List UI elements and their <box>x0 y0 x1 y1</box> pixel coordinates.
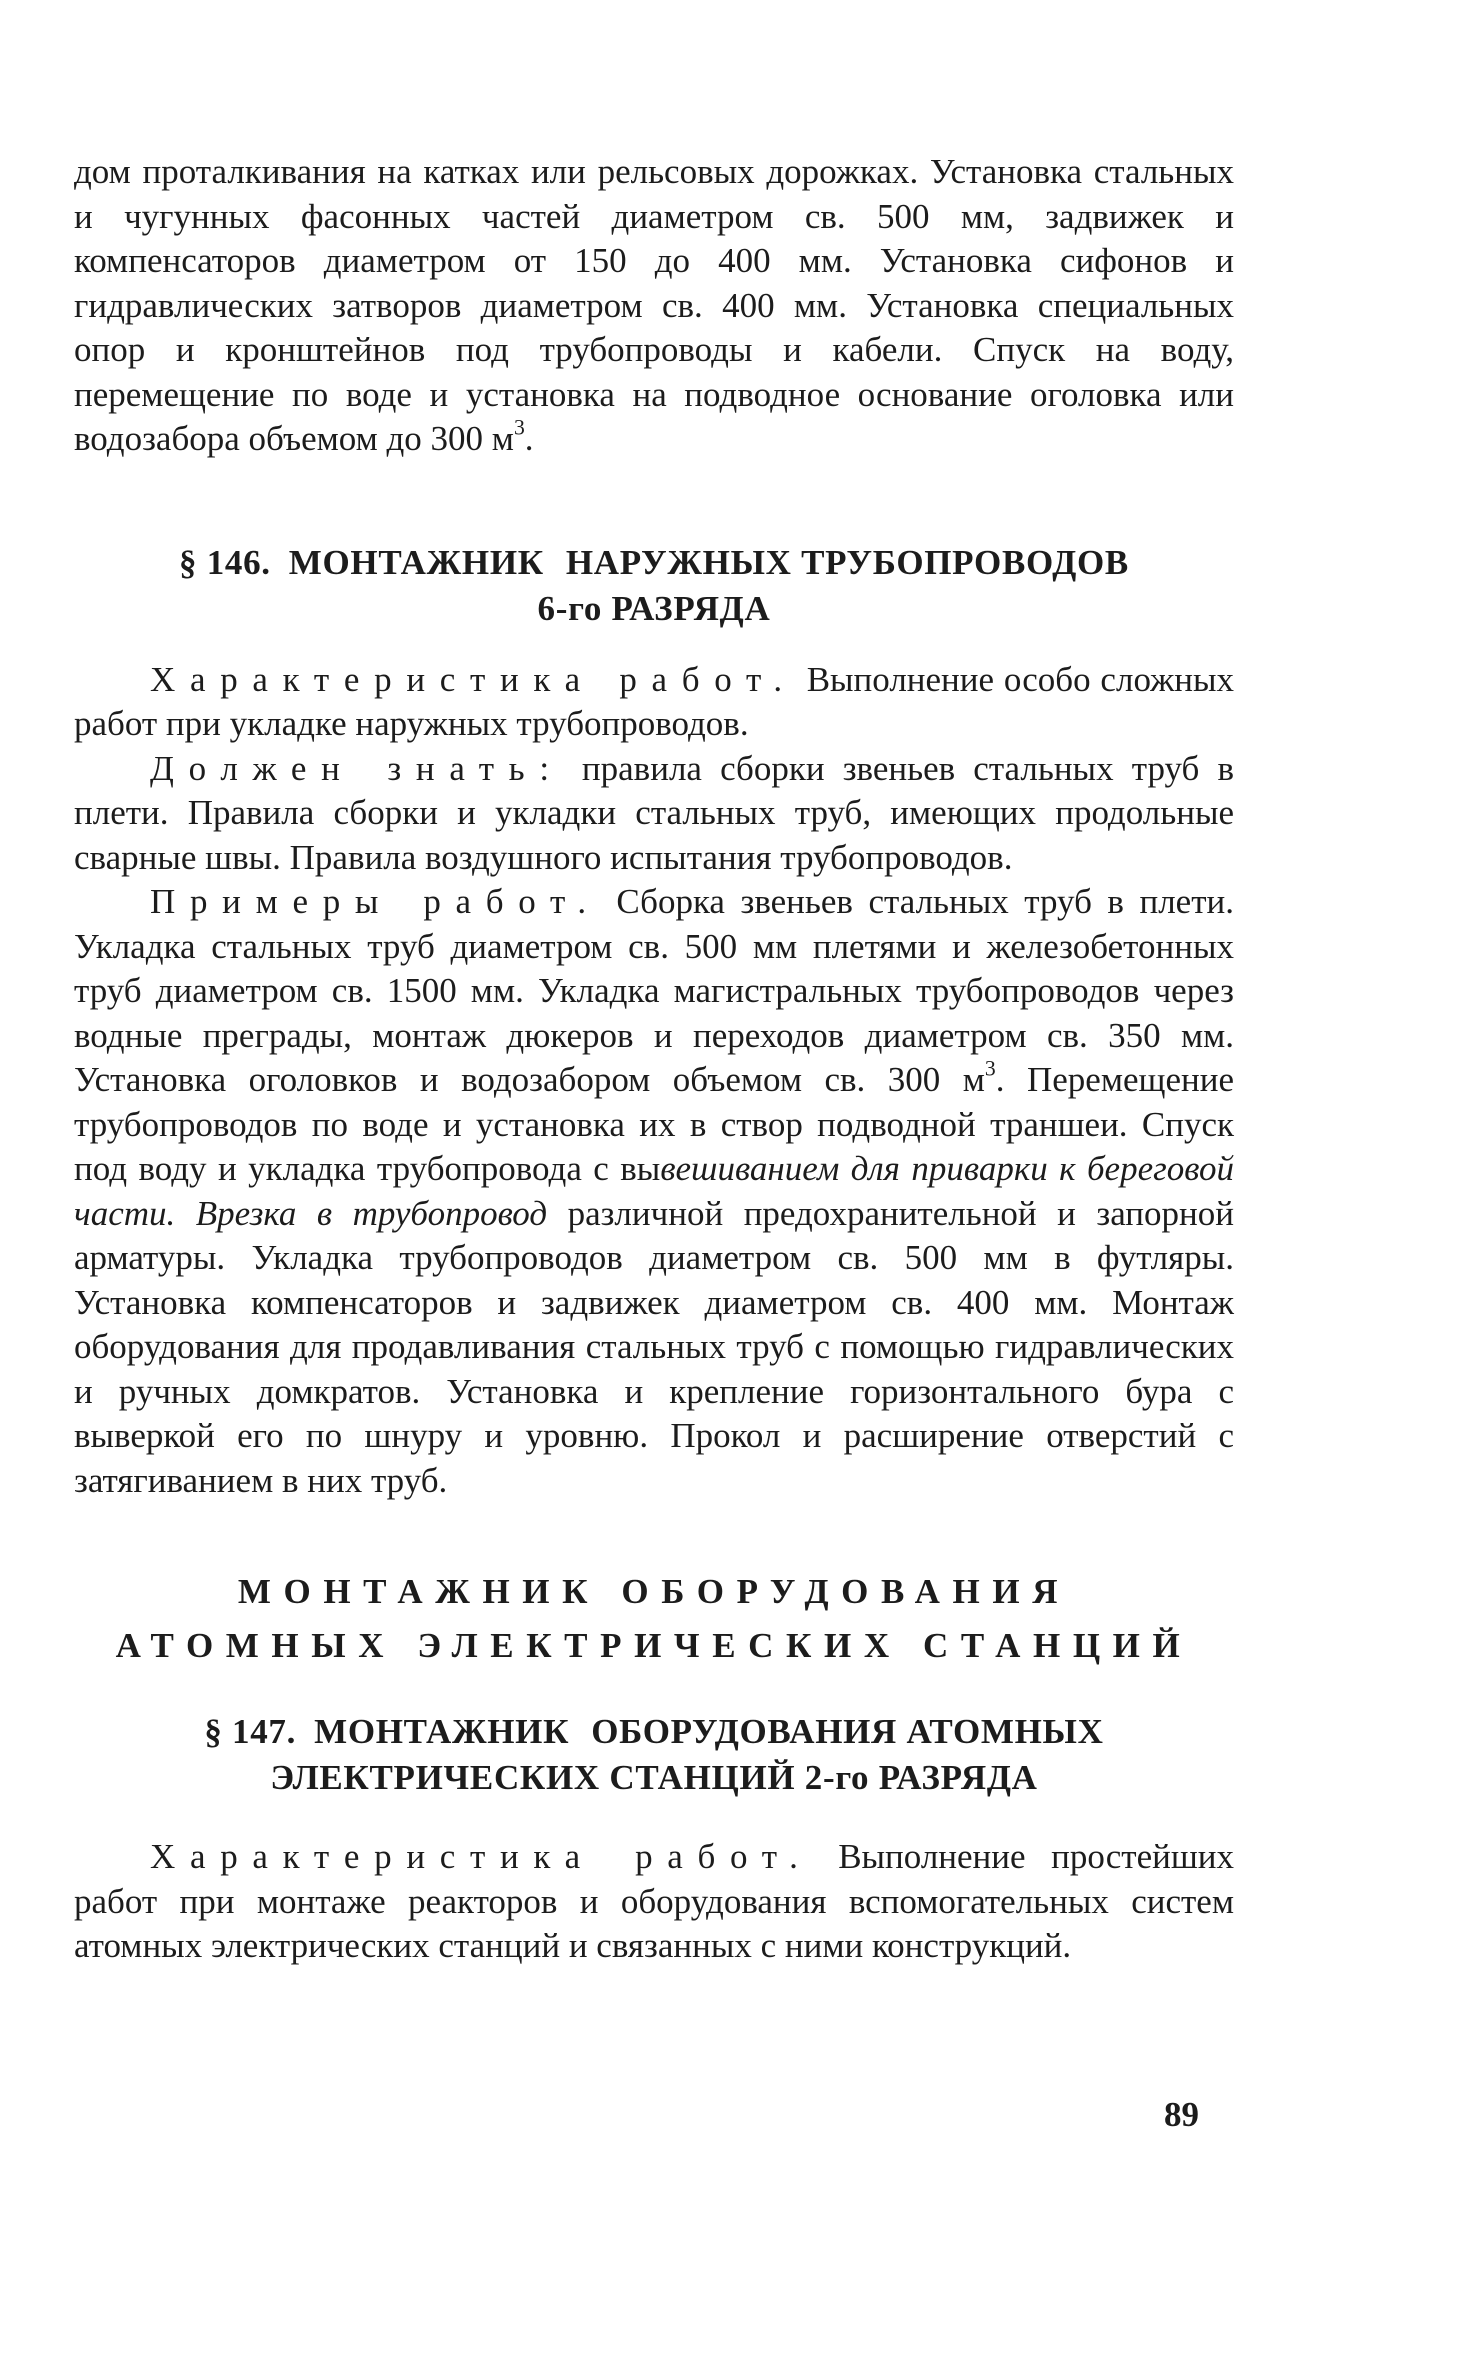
section-146-must-know <box>74 747 1234 881</box>
examples-label: Примеры работ. <box>150 882 601 921</box>
intro-end: . <box>524 419 534 458</box>
section-146-heading-line2: 6-го РАЗРЯДА <box>537 588 771 628</box>
section-146-title-a: МОНТАЖНИК <box>288 542 544 582</box>
section-146-examples <box>74 880 1234 1503</box>
section-147-title-a: МОНТАЖНИК <box>314 1712 570 1751</box>
section-147-number: § 147. <box>204 1712 297 1751</box>
examples-text-2: . Перемещение трубопроводов по воде и установка их в створ подводной траншеи. Спуск под воду и укладка трубопровода с вы <box>74 1060 1234 1188</box>
page-content <box>74 150 1234 1969</box>
section-147-heading-line2: ЭЛЕКТРИЧЕСКИХ СТАНЦИЙ 2-го РАЗРЯДА <box>270 1758 1038 1797</box>
section-146-heading <box>74 540 1234 586</box>
characteristic-text: Выполнение особо сложных работ при укладке наружных трубопроводов. <box>74 659 1234 743</box>
intro-paragraph <box>74 150 1234 462</box>
examples-text-1: Сборка звеньев стальных труб в плети. Укладка стальных труб диаметром св. 500 мм плетями и железобетонных труб диаметром св. 1500 мм. Укладка магистральных трубопроводов через водные преграды, монтаж дюкеров и переходов диаметром св. 350 мм. Установка оголовков и водозабором объемом св. 300 м <box>74 882 1234 1099</box>
examples-text-3: различной предохранительной и запорной арматуры. Укладка трубопроводов диаметром св. 500 мм в футляры. Установка компенсаторов и задвижек диаметром св. 400 мм. Монтаж оборудования для продавливания стальных труб с помощью гидравлических и ручных домкратов. Установка и крепление горизонтального бура с выверкой его по шнуру и уровню. Прокол и расширение отверстий с затягиванием в них труб. <box>74 1193 1234 1500</box>
section-146-characteristic <box>74 658 1234 747</box>
must-know-text: правила сборки звеньев стальных труб в плети. Правила сборки и укладки стальных труб, имеющих продольные сварные швы. Правила воздушного испытания трубопроводов. <box>74 748 1234 877</box>
section-147-title-b: ОБОРУДОВАНИЯ АТОМНЫХ <box>591 1712 1104 1751</box>
characteristic-label: Характеристика работ. <box>150 659 797 699</box>
must-know-label: Должен знать: <box>150 748 564 788</box>
intro-text: дом проталкивания на катках или рельсовых дорожках. Установка стальных и чугунных фасонных частей диаметром св. 500 мм, задвижек и компенсаторов диаметром от 150 до 400 мм. Установка сифонов и гидравлических затворов диаметром св. 400 мм. Установка специальных опор и кронштейнов под трубопроводы и кабели. Спуск на воду, перемещение по воде и установка на подводное основание оголовка или водозабора объемом до 300 м <box>74 152 1234 458</box>
intro-superscript: 3 <box>513 415 525 440</box>
characteristic-text: Выполнение простейших работ при монтаже реакторов и оборудования вспомогательных систем атомных электрических станций и связанных с ними конструкций. <box>74 1837 1235 1965</box>
section-147-characteristic <box>74 1835 1234 1969</box>
examples-italic-text: вешиванием для приварки к береговой части. Врезка в трубопровод <box>74 1149 1235 1233</box>
profession-heading-line1: МОНТАЖНИК ОБОРУДОВАНИЯ <box>237 1572 1071 1611</box>
section-146-number: § 146. <box>179 542 271 582</box>
profession-heading-line2: АТОМНЫХ ЭЛЕКТРИЧЕСКИХ СТАНЦИЙ <box>115 1626 1193 1665</box>
page-number: 89 <box>1164 2095 1199 2134</box>
section-146-title-b: НАРУЖНЫХ ТРУБОПРОВОДОВ <box>565 542 1129 582</box>
section-147-heading <box>74 1709 1234 1755</box>
characteristic-label: Характеристика работ. <box>150 1837 813 1876</box>
examples-superscript: 3 <box>984 1056 996 1081</box>
